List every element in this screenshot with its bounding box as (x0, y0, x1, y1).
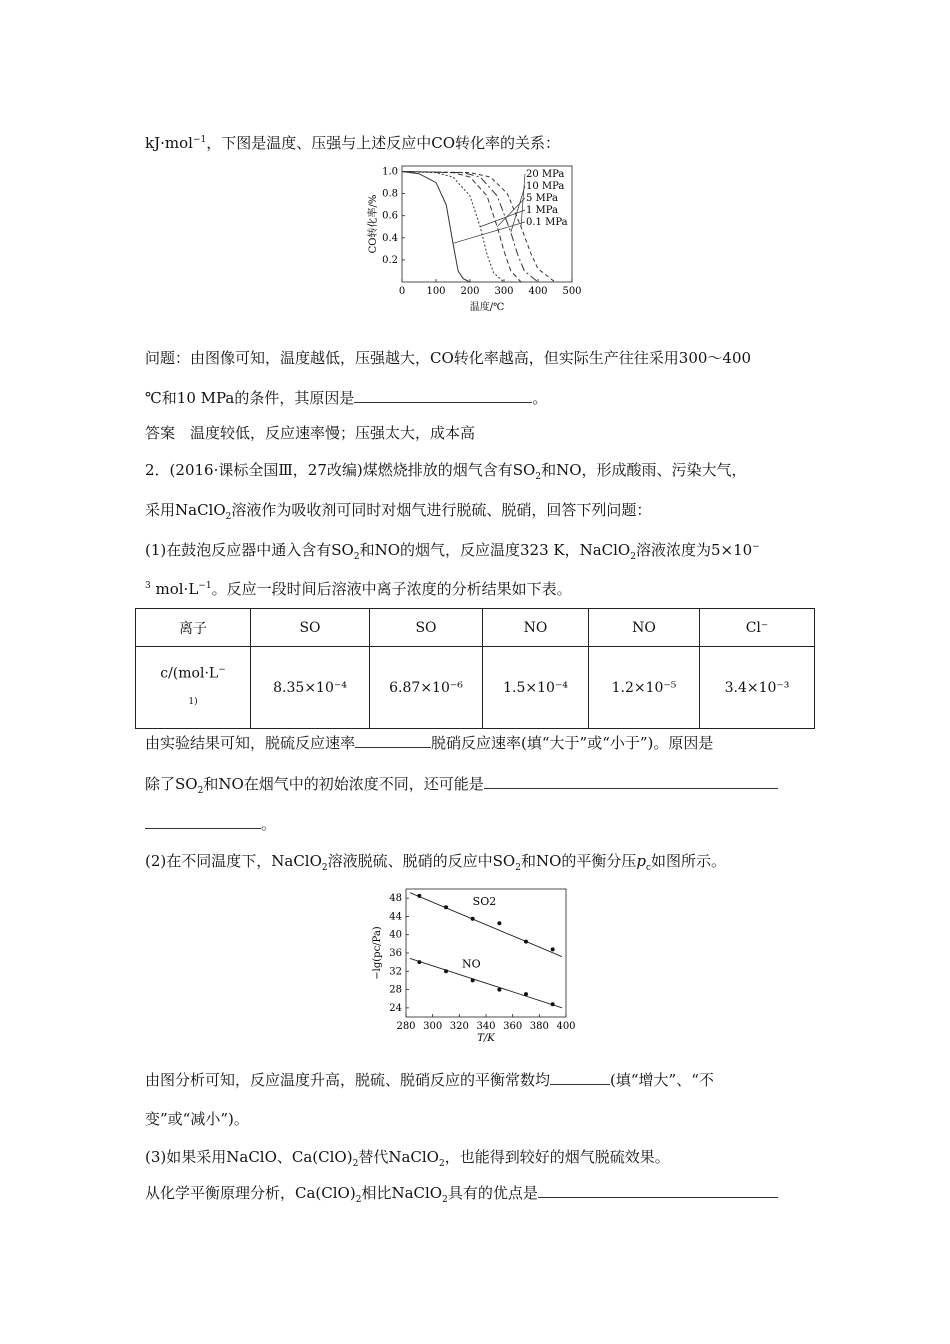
legend-label: 5 MPa (526, 193, 559, 204)
legend-label: 10 MPa (526, 181, 565, 192)
part2-question-line-2: 变”或“减小”)。 (145, 1110, 249, 1128)
series-line (402, 172, 538, 282)
series-line (402, 172, 521, 282)
x-tick-label: 360 (503, 1021, 523, 1032)
x-tick-label: 400 (556, 1021, 576, 1032)
x-tick-label: 0 (398, 286, 406, 297)
data-point (497, 921, 501, 925)
legend-label: 0.1 MPa (526, 217, 568, 228)
data-point (497, 988, 501, 992)
part1-question-line-1: 由实验结果可知，脱硫反应速率 脱硝反应速率(填“大于”或“小于”)。原因是 (145, 734, 714, 752)
x-tick-label: 340 (476, 1021, 496, 1032)
table-row (136, 647, 815, 729)
y-tick-label: 40 (389, 929, 402, 941)
data-point (417, 960, 421, 964)
part2-intro: (2)在不同温度下，NaClO$_2$溶液脱硫、脱硝的反应中$SO_2$和NO的平衡分压$p_c$如图所示。 (145, 852, 727, 873)
question-line-2: ℃和10 MPa的条件，其原因是 。 (145, 389, 548, 407)
problem2-line-1: 2．(2016·课标全国Ⅲ，27改编)煤燃烧排放的烟气含有$SO_2$和NO，形成酸雨、污染大气， (145, 461, 747, 482)
legend-leader (453, 222, 525, 243)
table-header: 离子 (136, 609, 251, 647)
y-tick-label: 44 (389, 911, 402, 923)
part2-question-line-1: 由图分析可知，反应温度升高，脱硫、脱硝反应的平衡常数均 (填“增大”、“不 (145, 1071, 714, 1089)
intro-line: kJ·mol$^{-1}$，下图是温度、压强与上述反应中CO转化率的关系： (145, 134, 560, 152)
fit-line (410, 958, 562, 1007)
table-header: Cl⁻ (700, 609, 815, 647)
part1-question-line-2: 除了$SO_2$和NO在烟气中的初始浓度不同，还可能是 (145, 774, 778, 801)
y-tick-label: 0.6 (382, 210, 398, 222)
y-axis-label: −lg(pc/Pa) (372, 926, 383, 980)
data-point (524, 992, 528, 996)
x-tick-label: 280 (396, 1021, 416, 1032)
table-cell: 6.87×10⁻⁶ (370, 647, 483, 729)
table-cell: 1.5×10⁻⁴ (483, 647, 589, 729)
data-point (524, 940, 528, 944)
table-row-label: c/(mol·L− $^{1)}$ (136, 647, 251, 729)
x-axis-label: T/K (477, 1033, 495, 1044)
x-tick-label: 400 (528, 286, 548, 297)
x-tick-label: 500 (562, 286, 582, 297)
table-header: SO (251, 609, 370, 647)
answer-blank-2[interactable] (355, 733, 431, 748)
series-line (402, 172, 470, 282)
y-tick-label: 1.0 (382, 166, 398, 178)
y-tick-label: 0.2 (382, 254, 398, 266)
x-tick-label: 300 (423, 1021, 443, 1032)
legend-label: 20 MPa (526, 169, 565, 180)
question-line-1: 问题：由图像可知，温度越低，压强越大，CO转化率越高，但实际生产往往采用300～400 (145, 349, 752, 367)
table-header: NO (483, 609, 589, 647)
x-tick-label: 200 (460, 286, 480, 297)
data-point (471, 978, 475, 982)
y-tick-label: 0.4 (382, 232, 398, 244)
y-axis-label: CO转化率/% (368, 194, 379, 254)
answer-blank-1[interactable] (354, 388, 532, 403)
y-tick-label: 28 (389, 984, 402, 996)
table-cell: 8.35×10⁻⁴ (251, 647, 370, 729)
answer-blank-3-continued[interactable] (145, 814, 261, 829)
y-tick-label: 0.8 (382, 188, 398, 200)
table-header: SO (370, 609, 483, 647)
table-cell: 3.4×10⁻³ (700, 647, 815, 729)
x-tick-label: 300 (494, 286, 514, 297)
answer-line: 答案 温度较低，反应速率慢；压强太大，成本高 (145, 424, 476, 442)
co-conversion-chart (360, 158, 590, 318)
answer-blank-4[interactable] (550, 1070, 610, 1085)
data-point (444, 969, 448, 973)
partial-pressure-chart (366, 883, 584, 1045)
answer-blank-3[interactable] (484, 774, 778, 789)
x-tick-label: 380 (529, 1021, 549, 1032)
data-point (551, 1002, 555, 1006)
table-cell: 1.2×10⁻⁵ (589, 647, 700, 729)
series-line (402, 172, 504, 282)
series-label-so2: SO2 (472, 895, 497, 908)
y-tick-label: 24 (389, 1002, 402, 1014)
x-tick-label: 100 (426, 286, 446, 297)
answer-blank-5[interactable] (538, 1183, 778, 1198)
x-tick-label: 320 (449, 1021, 469, 1032)
x-axis-label: 温度/℃ (469, 302, 505, 313)
data-point (444, 905, 448, 909)
y-tick-label: 32 (389, 966, 402, 978)
table-header-row (136, 609, 815, 647)
legend-label: 1 MPa (526, 205, 559, 216)
y-tick-label: 36 (389, 948, 402, 959)
part1-line-1: (1)在鼓泡反应器中通入含有$SO_2$和NO的烟气，反应温度323 K，NaClO$_2$溶液浓度为5×10− (145, 541, 760, 562)
table-header: NO (589, 609, 700, 647)
part1-question-line-3: 。 (145, 814, 276, 834)
problem2-line-2: 采用NaClO$_2$溶液作为吸收剂可同时对烟气进行脱硫、脱硝，回答下列问题： (145, 501, 652, 522)
plot-frame (406, 889, 566, 1017)
series-label-no: NO (462, 957, 481, 971)
data-point (417, 894, 421, 898)
y-tick-label: 48 (389, 893, 402, 905)
part3-intro: (3)如果采用NaClO、$Ca(ClO)_2$替代NaClO$_2$，也能得到较好的烟气脱硫效果。 (145, 1148, 670, 1169)
data-point (551, 947, 555, 951)
ion-concentration-table (135, 608, 815, 729)
data-point (471, 917, 475, 921)
part3-question: 从化学平衡原理分析，$Ca(ClO)_2$相比NaClO$_2$具有的优点是 (145, 1183, 778, 1210)
part1-line-2: $^3$ $mol\cdot L^{-1}$。反应一段时间后溶液中离子浓度的分析结果如下表。 (145, 580, 572, 598)
